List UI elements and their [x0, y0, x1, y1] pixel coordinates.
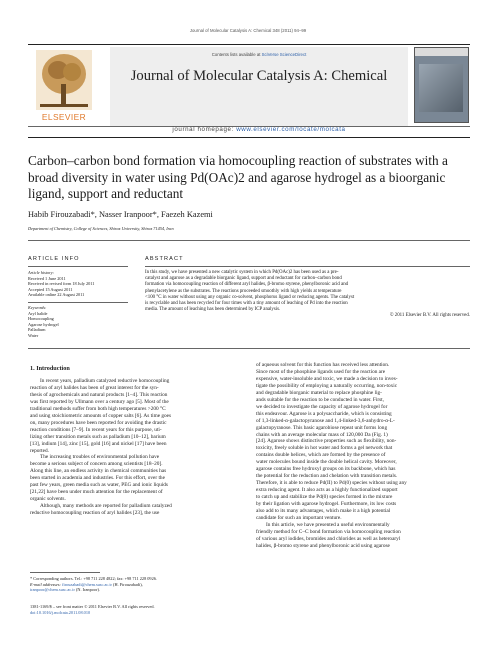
abstract-bottom-rule	[28, 348, 470, 349]
article-info-heading: ARTICLE INFO	[28, 256, 80, 262]
homepage-prefix: journal homepage:	[172, 126, 237, 133]
body-line: friendly method for C–C bond formation via homocoupling reaction	[256, 528, 401, 535]
article-title-line-2: broad diversity in water using Pd(OAc)2 and agarose hydrogel as a bioorganic	[28, 169, 446, 185]
intro-right-column	[256, 362, 470, 550]
body-line: In recent years, palladium catalyzed reductive homocoupling	[40, 378, 170, 384]
front-matter-note	[30, 604, 244, 615]
article-title-line-3: ligand, support and reductant	[28, 186, 184, 201]
corresponding-author-note: * Corresponding authors. Tel.: +98 711 228 4822; fax: +98 711 228 0926.	[30, 576, 157, 581]
body-line: Since most of the phosphine ligands used for the reaction are	[256, 368, 386, 375]
history-label: Article history:	[28, 270, 55, 275]
article-info-rule	[28, 266, 128, 267]
body-line: galactopyranose. This basic agarobiose repeat unit forms long	[256, 424, 388, 431]
email-addresses-cont	[30, 587, 244, 593]
section-heading-introduction: 1. Introduction	[30, 365, 70, 372]
journal-title: Journal of Molecular Catalysis A: Chemical	[130, 68, 388, 84]
email1-suffix: (H. Firouzabadi),	[111, 581, 143, 587]
doi-link[interactable]: doi:10.1016/j.molcata.2011.08.010	[30, 609, 91, 615]
body-line: to catch up and stabilize the Pd(0) species formed in the mixture	[256, 494, 393, 501]
contents-line	[110, 52, 408, 58]
email2-suffix: (N. Iranpoor).	[74, 587, 100, 593]
body-line: of 1,3-linked-α-galactopyranose and 1,4-linked-3,6-anhydro-α-L-	[256, 417, 395, 424]
abstract-line: media. The amount of leaching has been determined by ICP analysis.	[145, 307, 281, 313]
body-line: The increasing troubles of environmental pollution have	[40, 454, 160, 461]
email-label: E-mail addresses:	[30, 581, 63, 587]
keyword-item: Water	[28, 332, 39, 338]
body-line: candidate for such an important venture.	[256, 514, 342, 521]
body-line: ands suitable for the reaction to be conducted in water. First,	[256, 396, 384, 403]
abstract-heading: ABSTRACT	[145, 256, 184, 262]
body-line: Therefore, it is able to reduce Pd(II) to Pd(0) species without using any	[256, 480, 407, 487]
body-line: thesis of agrochemicals and natural products [1–4]. This reaction	[30, 391, 168, 398]
homepage-link[interactable]: www.elsevier.com/locate/molcata	[236, 126, 346, 133]
history-entry: Available online 22 August 2011	[28, 292, 85, 298]
body-line: reaction of aryl halides has been of great interest for the syn-	[30, 384, 159, 391]
body-line: [13], indium [14], zinc [15], gold [16] and nickel [17] have been	[30, 440, 167, 447]
keywords-rule	[28, 302, 128, 303]
body-line: halides, β-bromo styrene and phenylboronic acid using agarose	[256, 542, 390, 549]
journal-cover	[414, 47, 469, 123]
body-line: [24]. Agarose shows distinctive properties such as flexibility, non-	[256, 438, 397, 445]
author-affiliation: Department of Chemistry, College of Sciences, Shiraz University, Shiraz 71454, Iran	[28, 226, 174, 231]
issn-line: 1381-1169/$ – see front matter © 2011 Elsevier B.V. All rights reserved.	[30, 604, 155, 609]
body-line: water molecules bound inside the double helical cavity. Moreover,	[256, 459, 397, 466]
body-line: Although, many methods are reported for palladium catalyzed	[40, 503, 172, 510]
body-line: In this article, we have presented a useful environmentally	[266, 521, 390, 528]
sciencedirect-link[interactable]: SciVerse ScienceDirect	[261, 52, 307, 57]
keyword-item: Homocoupling	[28, 316, 54, 322]
abstract-line: formation via homocoupling reaction of different aryl halides, β-bromo styrene, phenylboronic acid and	[145, 282, 349, 288]
masthead-banner	[110, 47, 408, 127]
body-line: and degradable biorganic material to replace phosphine lig-	[256, 389, 382, 396]
body-line: on, many procedures have been reported for avoiding the drastic	[30, 419, 167, 426]
body-line: the potential for the reduction and chelation with transition metals.	[256, 473, 398, 480]
abstract-line: In this study, we have presented a new catalytic system in which Pd(OAc)2 has been used as a pre-	[145, 270, 339, 275]
keyword-item: Aryl halide	[28, 310, 48, 316]
body-line: this endeavour. Agarose is a polysaccharide, which is consisting	[256, 410, 392, 417]
abstract-line: phenylacetylene as the substrates. The reactions proceeded smoothly with high yields at temperature	[145, 288, 342, 294]
body-line: agarose contains free hydroxyl groups on its backbone, which has	[256, 466, 396, 473]
body-line: contains double helices, which are formed by the presence of	[256, 452, 386, 459]
abstract-line: catalyst and agarose as a degradable biorganic ligand, support and reductant for carbon–carbon bond	[145, 276, 342, 282]
abstract-text	[145, 270, 470, 320]
body-line: expensive, water-insoluble and toxic, we made a decision to inves-	[256, 375, 398, 382]
journal-citation: Journal of Molecular Catalysis A: Chemical 348 (2011) 94–99	[189, 28, 307, 33]
footnote-corresponding	[30, 576, 244, 593]
body-line: tigate the possibility of employing a naturally occurring, non-toxic	[256, 382, 398, 389]
article-title-line-1: Carbon–carbon bond formation via homocoupling reaction of substrates with a	[28, 153, 448, 168]
abstract-copyright: © 2011 Elsevier B.V. All rights reserved.	[389, 313, 470, 319]
body-line: and using stoichiometric amounts of copper salts [6]. As time goes	[30, 412, 172, 419]
body-line: of various aryl iodides, bromides and chlorides as well as heteroaryl	[256, 535, 401, 542]
history-entry: Received in revised form 18 July 2011	[28, 281, 95, 287]
masthead-bottom-rule	[28, 137, 470, 138]
body-line: toxicity, freely soluble in hot water and forms a gel network that	[256, 445, 393, 452]
body-line: past few years, green media such as water, PEG and ionic liquids	[30, 482, 168, 489]
article-title	[28, 153, 478, 203]
body-line: [21,22] have been under much attention for the replacement of	[30, 489, 163, 496]
affiliation-rule	[28, 240, 470, 241]
body-line: was first reported by Ullmann over a century ago [5]. Most of the	[30, 398, 169, 405]
body-line: lizing other transition metals such as palladium [10–12], barium	[30, 433, 166, 440]
body-line: reported.	[30, 447, 49, 454]
journal-cover-image-icon	[419, 64, 463, 112]
elsevier-wordmark: ELSEVIER	[41, 112, 87, 122]
email-link-firouzabadi[interactable]: firouzabadi@chem.susc.ac.ir	[62, 581, 112, 587]
keyword-item: Palladium	[28, 327, 46, 333]
body-line: extra reducing agent. It also acts as a highly functionalized support	[256, 487, 398, 494]
abstract-line: <100 °C in water without using any organic co-solvent, phosphorus ligand or reducing agents. The catalyst	[145, 294, 355, 300]
cover-header-band	[415, 48, 468, 56]
body-line: traditional methods suffer from both high temperatures >200 °C	[30, 405, 166, 412]
body-line: of aqueous solvent for this function has received less attention.	[256, 362, 390, 368]
body-line: also add to its many advantages, which make it a high potential	[256, 508, 391, 515]
body-line: become a serious subject of concern among scientists [18–20].	[30, 461, 163, 468]
body-line: we decided to investigate the capacity of agarose hydrogel for	[256, 403, 388, 410]
intro-left-column	[30, 378, 242, 517]
body-line: been started in academia and industries. For this effort, over the	[30, 475, 165, 482]
footnote-rule	[30, 572, 100, 573]
article-history	[28, 270, 138, 298]
history-entry: Accepted 15 August 2011	[28, 286, 73, 292]
email-link-iranpoor[interactable]: iranpoor@chem.susc.ac.ir	[30, 587, 75, 593]
contents-prefix: Contents lists available at	[211, 52, 262, 57]
body-line: reductive homocoupling reaction of aryl halides [23], the use	[30, 510, 160, 517]
keywords-label: Keywords:	[28, 305, 47, 310]
article-authors: Habib Firouzabadi*, Nasser Iranpoor*, Faezeh Kazemi	[28, 210, 213, 219]
masthead-top-rule	[28, 44, 470, 45]
abstract-line: is recyclable and has been recycled for four times with a tiny amount of leaching of Pd into the reaction	[145, 301, 348, 307]
body-line: organic solvents.	[30, 496, 66, 503]
abstract-rule	[145, 266, 470, 267]
body-line: chains with an average molecular mass of 120,000 Da (Fig. 1)	[256, 431, 388, 438]
journal-homepage-line	[110, 126, 408, 133]
history-entry: Received 1 June 2011	[28, 275, 66, 281]
elsevier-logo	[34, 48, 94, 126]
keyword-item: Agarose hydrogel	[28, 321, 59, 327]
body-line: reaction conditions [7–9]. In recent years for this purpose, uti-	[30, 426, 162, 433]
keywords-block	[28, 305, 138, 339]
body-line: Along this line, an endless activity in chemical communities has	[30, 468, 167, 475]
body-line: by their ligation with agarose hydrogel. Furthermore, its low costs	[256, 501, 397, 508]
